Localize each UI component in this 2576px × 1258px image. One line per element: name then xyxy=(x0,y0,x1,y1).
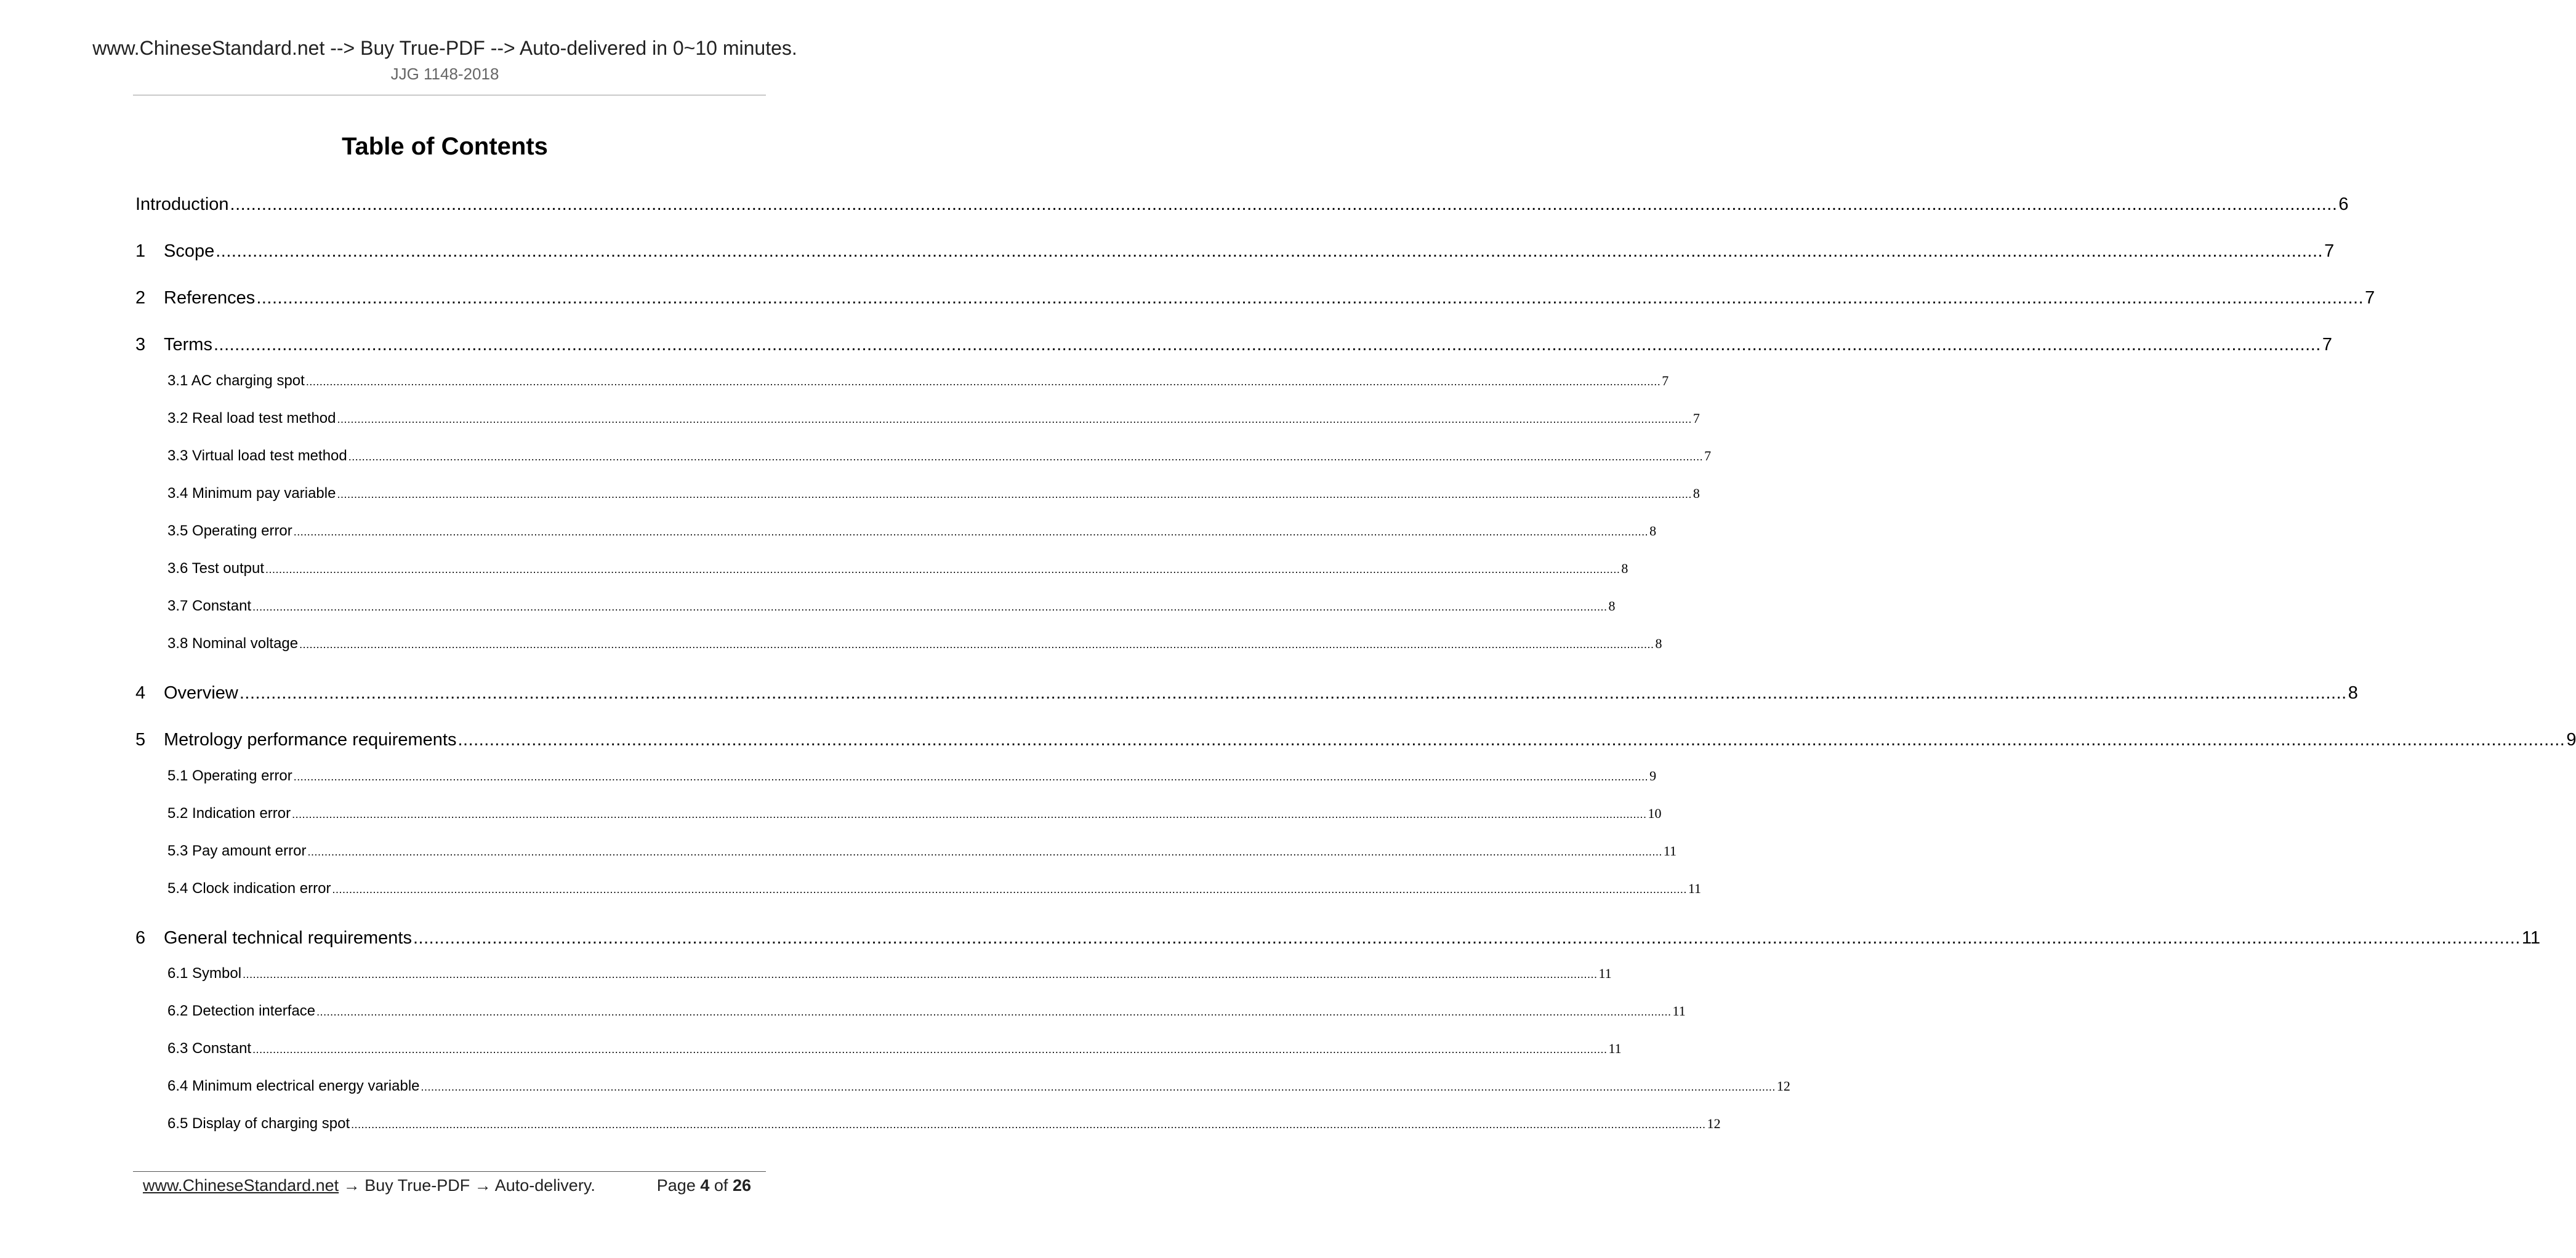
toc-entry[interactable] xyxy=(167,879,1702,899)
footer-link[interactable]: www.ChineseStandard.net xyxy=(143,1176,339,1195)
toc-entry-page: 7 xyxy=(1704,448,1712,463)
dot-leader: ................................................................................................................................................................................................................................................................................................................................................................................................................ xyxy=(348,451,1704,463)
dot-leader: ................................................................................................................................................................................................................................................................................................................................................................................................................ xyxy=(256,288,2364,308)
toc-entry-label: 3.2 Real load test method xyxy=(167,410,336,427)
toc-entry[interactable] xyxy=(167,804,1662,823)
header-banner: www.ChineseStandard.net --> Buy True-PDF --> Auto-delivered in 0~10 minutes. xyxy=(92,37,797,59)
toc-entry-label: 3.3 Virtual load test method xyxy=(167,447,347,464)
toc-entry-label: Overview xyxy=(164,683,238,703)
toc-entry-label: 3.1 AC charging spot xyxy=(167,372,305,389)
toc-entry[interactable] xyxy=(135,193,2349,215)
dot-leader: ................................................................................................................................................................................................................................................................................................................................................................................................................ xyxy=(213,335,2321,355)
standard-code: JJG 1148-2018 xyxy=(390,65,499,83)
toc-entry[interactable] xyxy=(135,729,2576,751)
toc-entry-label: 3.6 Test output xyxy=(167,560,265,577)
toc-entry[interactable] xyxy=(167,1040,1622,1059)
toc-entry-page: 11 xyxy=(1688,881,1702,896)
dot-leader: ................................................................................................................................................................................................................................................................................................................................................................................................................ xyxy=(457,730,2566,750)
toc-entry[interactable] xyxy=(167,559,1628,579)
toc-entry[interactable] xyxy=(135,240,2335,262)
toc-entry-label: Introduction xyxy=(135,194,229,214)
page-current: 4 xyxy=(700,1176,710,1195)
toc-entry-label: 6.5 Display of charging spot xyxy=(167,1115,350,1132)
toc-entry[interactable] xyxy=(167,484,1700,503)
dot-leader: ................................................................................................................................................................................................................................................................................................................................................................................................................ xyxy=(293,771,1649,783)
toc-entry-label: 5.2 Indication error xyxy=(167,805,291,822)
toc-entry-page: 8 xyxy=(1621,561,1628,576)
toc-entry-page: 12 xyxy=(1707,1116,1721,1131)
page-total: 26 xyxy=(732,1176,751,1195)
toc-entry[interactable] xyxy=(135,682,2358,704)
toc-entry-page: 11 xyxy=(2521,928,2540,948)
toc-entry[interactable] xyxy=(167,635,1662,654)
toc-entry-page: 11 xyxy=(1663,843,1677,859)
toc-entry-label: 5.3 Pay amount error xyxy=(167,843,307,859)
dot-leader: ................................................................................................................................................................................................................................................................................................................................................................................................................ xyxy=(332,883,1687,895)
toc-entry[interactable] xyxy=(167,767,1657,786)
page-indicator xyxy=(657,1174,751,1196)
toc-entry[interactable] xyxy=(167,964,1612,984)
toc-entry-page: 10 xyxy=(1648,806,1662,821)
toc-entry-number: 1 xyxy=(135,241,146,261)
dot-leader: ................................................................................................................................................................................................................................................................................................................................................................................................................ xyxy=(305,375,1661,388)
footer-divider xyxy=(133,1171,766,1172)
toc-entry-page: 9 xyxy=(2566,730,2576,750)
toc-entry[interactable] xyxy=(167,447,1712,466)
dot-leader: ................................................................................................................................................................................................................................................................................................................................................................................................................ xyxy=(299,638,1654,651)
toc-entry-page: 8 xyxy=(1693,486,1700,501)
dot-leader: ................................................................................................................................................................................................................................................................................................................................................................................................................ xyxy=(215,241,2324,261)
dot-leader: ................................................................................................................................................................................................................................................................................................................................................................................................................ xyxy=(230,194,2338,214)
toc-entry[interactable] xyxy=(135,287,2375,309)
dot-leader: ................................................................................................................................................................................................................................................................................................................................................................................................................ xyxy=(239,683,2347,703)
toc-entry-label: 3.4 Minimum pay variable xyxy=(167,485,336,502)
toc-entry[interactable] xyxy=(167,1002,1686,1021)
toc-entry-label: 6.2 Detection interface xyxy=(167,1003,316,1019)
toc-entry-page: 8 xyxy=(1608,598,1616,614)
toc-entry-label: 6.3 Constant xyxy=(167,1040,252,1057)
toc-entry-label: 5.1 Operating error xyxy=(167,767,292,784)
toc-entry[interactable] xyxy=(167,842,1677,861)
toc-entry-page: 11 xyxy=(1672,1003,1686,1019)
page-word: Page xyxy=(656,1176,696,1195)
dot-leader: ................................................................................................................................................................................................................................................................................................................................................................................................................ xyxy=(293,526,1649,538)
toc-entry-number: 3 xyxy=(135,335,146,355)
toc-entry-number: 4 xyxy=(135,683,146,703)
toc-entry-number: 2 xyxy=(135,288,146,308)
toc-entry-label: 3.5 Operating error xyxy=(167,523,292,539)
toc-entry-page: 6 xyxy=(2338,194,2349,214)
dot-leader: ................................................................................................................................................................................................................................................................................................................................................................................................................ xyxy=(252,1043,1608,1056)
dot-leader: ................................................................................................................................................................................................................................................................................................................................................................................................................ xyxy=(337,413,1692,425)
toc-entry[interactable] xyxy=(167,597,1616,616)
toc-entry-label: Terms xyxy=(164,335,212,355)
footer xyxy=(143,1174,751,1196)
toc-entry-label: Metrology performance requirements xyxy=(164,730,457,750)
toc-entry-page: 7 xyxy=(1693,411,1700,426)
toc-entry-label: 3.8 Nominal voltage xyxy=(167,635,299,652)
toc-entry-label: 3.7 Constant xyxy=(167,598,252,614)
toc-entry-label: 6.4 Minimum electrical energy variable xyxy=(167,1078,420,1094)
toc-entry-number: 6 xyxy=(135,928,146,948)
toc-entry-page: 11 xyxy=(1598,966,1612,981)
toc-entry[interactable] xyxy=(167,1077,1790,1096)
toc-entry-page: 9 xyxy=(1649,768,1657,783)
dot-leader: ................................................................................................................................................................................................................................................................................................................................................................................................................ xyxy=(292,808,1647,820)
dot-leader: ................................................................................................................................................................................................................................................................................................................................................................................................................ xyxy=(421,1081,1776,1093)
toc-entry[interactable] xyxy=(167,1115,1721,1134)
toc-entry-number: 5 xyxy=(135,730,146,750)
toc-entry-page: 8 xyxy=(2348,683,2358,703)
toc-entry-page: 7 xyxy=(2324,241,2335,261)
toc-entry-label: Scope xyxy=(164,241,215,261)
toc-entry-page: 7 xyxy=(2365,288,2375,308)
toc-entry-label: General technical requirements xyxy=(164,928,412,948)
toc-entry-label: 6.1 Symbol xyxy=(167,965,242,982)
dot-leader: ................................................................................................................................................................................................................................................................................................................................................................................................................ xyxy=(413,928,2521,948)
dot-leader: ................................................................................................................................................................................................................................................................................................................................................................................................................ xyxy=(337,488,1692,500)
of-word: of xyxy=(714,1176,728,1195)
footer-text: → Buy True-PDF → Auto-delivery. xyxy=(339,1176,595,1195)
toc-entry[interactable] xyxy=(167,372,1669,391)
toc-title: Table of Contents xyxy=(342,133,548,160)
toc-entry[interactable] xyxy=(135,927,2540,949)
dot-leader: ................................................................................................................................................................................................................................................................................................................................................................................................................ xyxy=(351,1118,1706,1131)
toc-entry[interactable] xyxy=(167,522,1657,541)
toc-entry-page: 11 xyxy=(1608,1041,1622,1056)
toc-entry[interactable] xyxy=(135,334,2332,356)
dot-leader: ................................................................................................................................................................................................................................................................................................................................................................................................................ xyxy=(265,563,1620,575)
dot-leader: ................................................................................................................................................................................................................................................................................................................................................................................................................ xyxy=(243,968,1598,980)
toc-entry[interactable] xyxy=(167,409,1700,428)
dot-leader: ................................................................................................................................................................................................................................................................................................................................................................................................................ xyxy=(316,1006,1672,1018)
toc-entry-page: 8 xyxy=(1649,523,1657,539)
toc-entry-page: 7 xyxy=(2322,335,2332,355)
toc-entry-page: 12 xyxy=(1776,1078,1790,1094)
toc-entry-label: References xyxy=(164,288,256,308)
toc-entry-page: 7 xyxy=(1662,373,1669,388)
dot-leader: ................................................................................................................................................................................................................................................................................................................................................................................................................ xyxy=(307,846,1662,858)
toc-entry-label: 5.4 Clock indication error xyxy=(167,880,331,897)
toc-entry-page: 8 xyxy=(1655,636,1662,651)
dot-leader: ................................................................................................................................................................................................................................................................................................................................................................................................................ xyxy=(252,601,1608,613)
